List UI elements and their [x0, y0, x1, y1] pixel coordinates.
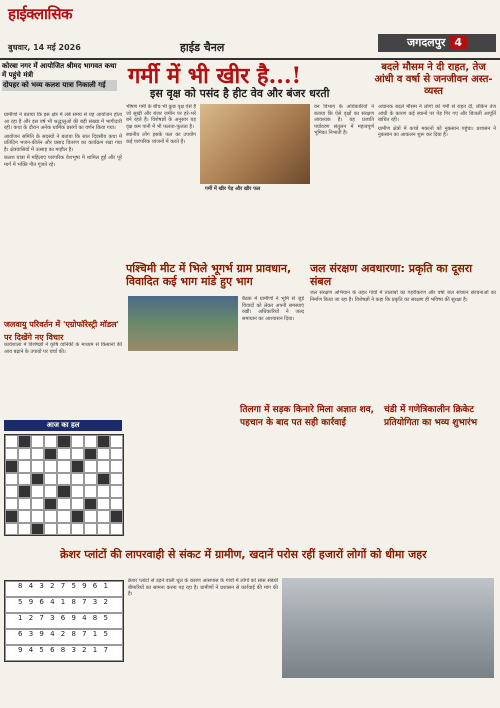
story5-title: चंडी में गणेत्रिकालीन क्रिकेट प्रतियोगिता का भव्य शुभारंभ	[384, 405, 478, 428]
main-headline: गर्मी में भी खीर है...!	[128, 63, 302, 89]
issue-date: बुधवार, 14 मई 2026	[8, 43, 81, 52]
center-right-column: वन विभाग के अधिकारियों ने बताया कि ऐसे वृक्षों का संरक्षण आवश्यक है। यह प्रजाति पर्यावरण संतुलन में महत्वपूर्ण भूमिका निभाती है।	[314, 104, 374, 136]
right-column-text: अचानक बदले मौसम ने लोगों को गर्मी से राहत दी, लेकिन तेज आंधी के कारण कई स्थानों पर पेड़ गिर गए और बिजली आपूर्ति बाधित रही। ग्रामीण क्षेत्रों में कच्चे मकानों को नुकसान पहुंचा। प्रशासन ने नुकसान का आकलन शुरू कर दिया है।	[378, 104, 496, 138]
photo-caption: गर्मी में खीर पेड़ और खीर फल	[205, 186, 261, 192]
sudoku-row: 8 4 3 2 7 5 9 6 1	[5, 581, 123, 597]
main-subheadline: इस वृक्ष को पसंद है हीट वेव और बंजर धरती	[150, 87, 330, 100]
sudoku-grid	[4, 580, 124, 662]
section-name: हाईड चैनल	[180, 41, 225, 54]
story2-body: बैठक में ग्रामीणों ने भूमि से जुड़े विवादों को लेकर अपनी समस्याएं रखीं। अधिकारियों ने जल्द समाधान का आश्वासन दिया।	[242, 296, 304, 322]
top-left-box	[2, 62, 117, 91]
top-left-title: कोरबा नगर में आयोजित श्रीमद भागवत कथा में पहुंचे मंत्री	[2, 62, 117, 79]
crusher-photo	[282, 578, 494, 678]
sudoku-row: 5 9 6 4 1 8 7 3 2	[5, 597, 123, 613]
newspaper-logo: हाईक्लासिक	[8, 5, 72, 23]
bottom-story-body: क्रेशर प्लांटों से उड़ने वाली धूल के कारण आसपास के गांवों में लोगों को सांस संबंधी बीमारियों का सामना करना पड़ रहा है। ग्रामीणों ने प्रशासन से कार्रवाई की मांग की है।	[128, 578, 278, 597]
story3-body: जल संरक्षण अभियान के तहत गांवों में तालाबों का गहरीकरण और वर्षा जल संचयन संरचनाओं का निर्माण किया जा रहा है। विशेषज्ञों ने कहा कि प्रकृति का संरक्षण ही भविष्य की सुरक्षा है।	[310, 290, 496, 303]
sudoku-row: 9 4 5 6 8 3 2 1 7	[5, 645, 123, 661]
left-story-title: जलवायु परिवर्तन में 'एग्रोफॉरेस्ट्री मॉडल' पर दिखेंगे नए विचार	[4, 320, 119, 342]
crowd-photo	[128, 296, 238, 351]
sudoku-row: 6 3 9 4 2 8 7 1 5	[5, 629, 123, 645]
story4-title: तिलगा में सड़क किनारे मिला अज्ञात शव, पहचान के बाद पत सही कार्रवाई	[240, 405, 374, 428]
bottom-headline: क्रेशर प्लांटों की लापरवाही से संकट में ग्रामीण, खदानें परोस रहीं हजारों लोगों को धीमा जहर	[60, 548, 427, 561]
city-banner	[378, 34, 496, 52]
center-left-column: भीषण गर्मी के बीच भी कुछ वृक्ष ऐसे हैं जो सूखी और बंजर जमीन पर हरे-भरे बने रहते हैं। विशेषज्ञों के अनुसार यह वृक्ष कम पानी में भी फलता-फूलता है। स्थानीय लोग इसके फल का उपयोग कई पारंपरिक व्यंजनों में करते हैं।	[126, 104, 196, 145]
masthead-left	[4, 4, 144, 54]
right-headline: बदले मौसम ने दी राहत, तेज आंधी व वर्षा से जनजीवन अस्त-व्यस्त	[374, 62, 493, 97]
story2-title: पश्चिमी मीट में भिले भूगर्भ ग्राम प्रावधान, विवादित कई भाग मांडे हुए भाग	[126, 262, 292, 288]
top-left-bar: दोपहर को भव्य कलश यात्रा निकाली गई	[2, 80, 117, 91]
sudoku-row: 1 2 7 3 6 9 4 8 5	[5, 613, 123, 629]
masthead	[0, 0, 500, 60]
city-name: जगदलपुर	[406, 36, 446, 49]
puzzle-title: आज का हल	[4, 420, 122, 431]
left-story-body: कार्यशाला में विशेषज्ञों ने कृषि वानिकी के माध्यम से किसानों की आय बढ़ाने के उपायों पर चर्चा की।	[4, 342, 122, 355]
story3-title: जल संरक्षण अवधारणा: प्रकृति का दूसरा संबल	[310, 262, 473, 288]
left-column-text: ग्रामीणों ने बताया कि इस क्षेत्र में लंबे समय से यह आयोजन होता आ रहा है और इस वर्ष भी श्रद्धालुओं की बड़ी संख्या में भागीदारी रही। कथा के दौरान अनेक धार्मिक प्रसंगों का वर्णन किया गया। आयोजन समिति के सदस्यों ने बताया कि सात दिवसीय कथा में प्रतिदिन भजन-कीर्तन और प्रसाद वितरण का कार्यक्रम रखा गया है। क्षेत्रवासियों में उत्साह का माहौल है। कलश यात्रा में महिलाएं पारंपरिक वेशभूषा में शामिल हुईं और पूरे मार्ग में भक्ति गीत गूंजते रहे।	[4, 112, 122, 168]
kheer-photo	[200, 104, 310, 184]
page-number: 4	[449, 36, 467, 49]
crossword-grid	[4, 434, 124, 536]
